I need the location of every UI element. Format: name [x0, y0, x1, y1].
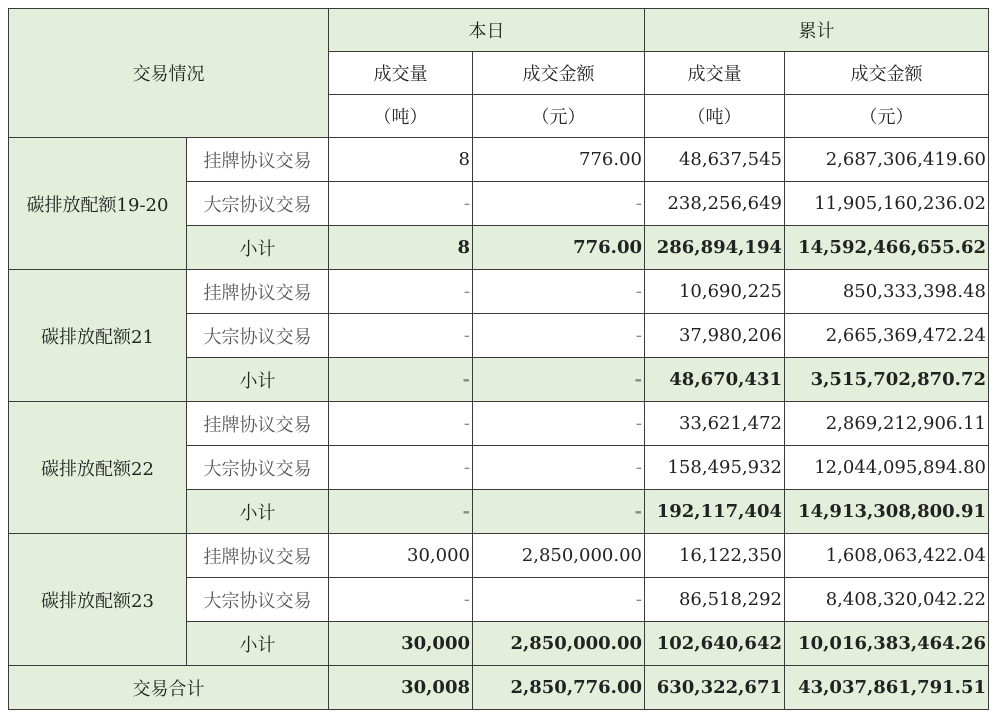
cum-volume-value: 102,640,642	[645, 622, 785, 666]
group-name: 碳排放配额19-20	[9, 138, 187, 270]
today-volume-value: -	[329, 358, 473, 402]
table-row	[9, 270, 989, 314]
cum-volume-value: 33,621,472	[645, 402, 785, 446]
cum-amount-value: 2,665,369,472.24	[785, 314, 989, 358]
cum-amount-value: 8,408,320,042.22	[785, 578, 989, 622]
today-volume-value: -	[329, 314, 473, 358]
group-name: 碳排放配额21	[9, 270, 187, 402]
today-amount-label: 成交金额	[473, 52, 645, 95]
group-name: 碳排放配额23	[9, 534, 187, 666]
subtotal-label: 小计	[187, 490, 329, 534]
today-volume-value: -	[329, 402, 473, 446]
cum-amount-value: 2,869,212,906.11	[785, 402, 989, 446]
today-header: 本日	[329, 9, 645, 52]
today-volume-value: 8	[329, 226, 473, 270]
cum-volume-value: 16,122,350	[645, 534, 785, 578]
today-amount-value: -	[473, 182, 645, 226]
today-volume-value: 30,000	[329, 622, 473, 666]
cum-amount-value: 1,608,063,422.04	[785, 534, 989, 578]
cum-volume-value: 86,518,292	[645, 578, 785, 622]
today-volume-value: 8	[329, 138, 473, 182]
total-today-volume: 30,008	[329, 666, 473, 710]
cumulative-header: 累计	[645, 9, 989, 52]
today-amount-value: 776.00	[473, 138, 645, 182]
today-volume-value: -	[329, 578, 473, 622]
trade-type-label: 挂牌协议交易	[187, 402, 329, 446]
cum-volume-unit: （吨）	[645, 95, 785, 138]
cum-amount-unit: （元）	[785, 95, 989, 138]
today-volume-value: -	[329, 270, 473, 314]
today-amount-value: 776.00	[473, 226, 645, 270]
cum-volume-value: 238,256,649	[645, 182, 785, 226]
group-name: 碳排放配额22	[9, 402, 187, 534]
cum-volume-value: 37,980,206	[645, 314, 785, 358]
today-volume-value: -	[329, 490, 473, 534]
cum-amount-value: 3,515,702,870.72	[785, 358, 989, 402]
cum-amount-label: 成交金额	[785, 52, 989, 95]
today-amount-value: -	[473, 402, 645, 446]
cum-amount-value: 12,044,095,894.80	[785, 446, 989, 490]
total-today-amount: 2,850,776.00	[473, 666, 645, 710]
cum-amount-value: 11,905,160,236.02	[785, 182, 989, 226]
today-volume-label: 成交量	[329, 52, 473, 95]
total-cum-volume: 630,322,671	[645, 666, 785, 710]
today-amount-value: -	[473, 358, 645, 402]
subtotal-label: 小计	[187, 622, 329, 666]
today-amount-value: 2,850,000.00	[473, 622, 645, 666]
today-volume-value: 30,000	[329, 534, 473, 578]
today-amount-value: -	[473, 270, 645, 314]
trade-type-label: 大宗协议交易	[187, 314, 329, 358]
cum-volume-value: 192,117,404	[645, 490, 785, 534]
cum-volume-label: 成交量	[645, 52, 785, 95]
cum-volume-value: 48,637,545	[645, 138, 785, 182]
today-volume-value: -	[329, 182, 473, 226]
today-amount-unit: （元）	[473, 95, 645, 138]
total-label: 交易合计	[9, 666, 329, 710]
today-amount-value: -	[473, 490, 645, 534]
today-amount-value: 2,850,000.00	[473, 534, 645, 578]
trade-type-label: 挂牌协议交易	[187, 534, 329, 578]
trade-info-header: 交易情况	[9, 9, 329, 138]
subtotal-label: 小计	[187, 226, 329, 270]
trade-type-label: 大宗协议交易	[187, 578, 329, 622]
cum-amount-value: 14,592,466,655.62	[785, 226, 989, 270]
subtotal-label: 小计	[187, 358, 329, 402]
cum-volume-value: 158,495,932	[645, 446, 785, 490]
cum-volume-value: 10,690,225	[645, 270, 785, 314]
today-volume-value: -	[329, 446, 473, 490]
today-amount-value: -	[473, 446, 645, 490]
trade-type-label: 挂牌协议交易	[187, 138, 329, 182]
today-amount-value: -	[473, 314, 645, 358]
cum-volume-value: 286,894,194	[645, 226, 785, 270]
cum-amount-value: 850,333,398.48	[785, 270, 989, 314]
trade-type-label: 大宗协议交易	[187, 182, 329, 226]
trade-summary-table	[8, 8, 989, 710]
total-cum-amount: 43,037,861,791.51	[785, 666, 989, 710]
table-row	[9, 138, 989, 182]
table-row	[9, 402, 989, 446]
cum-amount-value: 10,016,383,464.26	[785, 622, 989, 666]
total-row	[9, 666, 989, 710]
today-amount-value: -	[473, 578, 645, 622]
today-volume-unit: （吨）	[329, 95, 473, 138]
table-row	[9, 534, 989, 578]
trade-type-label: 大宗协议交易	[187, 446, 329, 490]
cum-volume-value: 48,670,431	[645, 358, 785, 402]
cum-amount-value: 14,913,308,800.91	[785, 490, 989, 534]
trade-type-label: 挂牌协议交易	[187, 270, 329, 314]
cum-amount-value: 2,687,306,419.60	[785, 138, 989, 182]
